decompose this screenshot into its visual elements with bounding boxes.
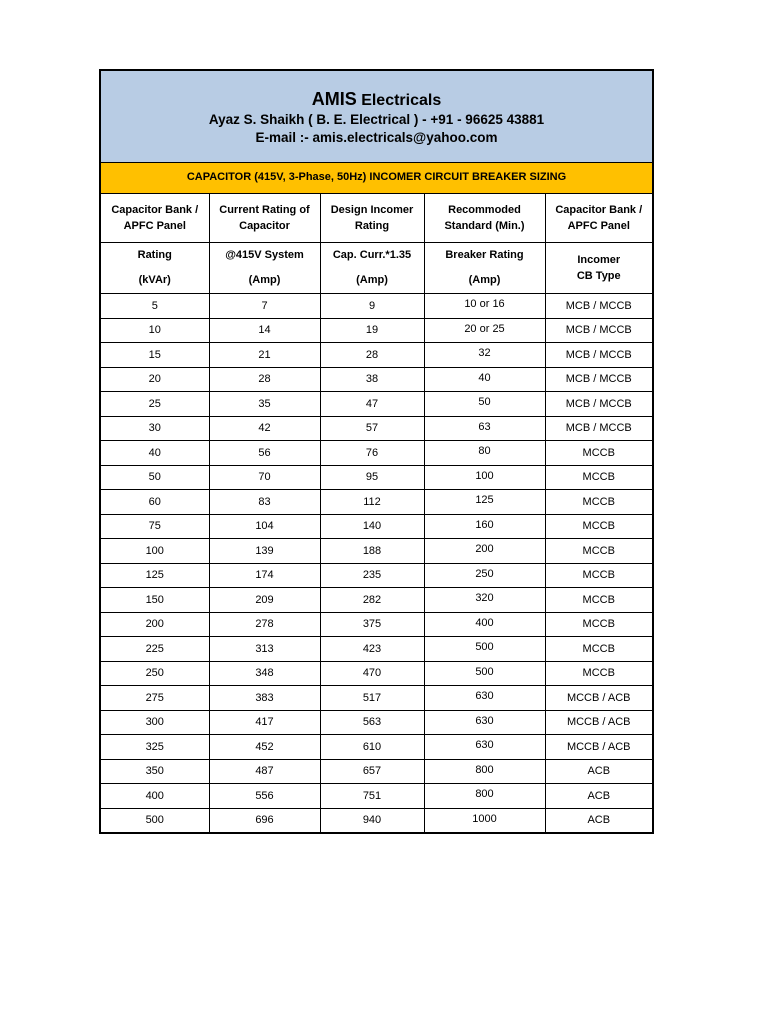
table-row xyxy=(101,612,652,637)
cell-cb-type: MCCB xyxy=(545,441,652,466)
cell-design: 610 xyxy=(320,735,424,760)
cell-kvar: 40 xyxy=(101,441,209,466)
cell-breaker: 1000 xyxy=(424,808,545,832)
cell-design: 57 xyxy=(320,416,424,441)
cell-current: 174 xyxy=(209,563,320,588)
cell-design: 38 xyxy=(320,367,424,392)
header-text: Rating xyxy=(354,220,390,232)
table-row xyxy=(101,637,652,662)
cell-breaker: 400 xyxy=(424,612,545,637)
email-line: E-mail :- amis.electricals@yahoo.com xyxy=(255,130,498,145)
table-row xyxy=(101,490,652,515)
cell-current: 313 xyxy=(209,637,320,662)
cell-breaker: 630 xyxy=(424,735,545,760)
table-title: CAPACITOR (415V, 3-Phase, 50Hz) INCOMER CIRCUIT BREAKER SIZING xyxy=(101,163,652,194)
cell-kvar: 100 xyxy=(101,539,209,564)
cell-breaker: 630 xyxy=(424,710,545,735)
column-header xyxy=(101,194,209,243)
column-header xyxy=(424,194,545,243)
cell-cb-type: MCB / MCCB xyxy=(545,392,652,417)
cell-design: 140 xyxy=(320,514,424,539)
cell-design: 940 xyxy=(320,808,424,832)
cell-cb-type: MCCB xyxy=(545,612,652,637)
table-row xyxy=(101,735,652,760)
cell-breaker: 40 xyxy=(424,367,545,392)
company-name-bold: AMIS xyxy=(311,89,357,109)
cell-breaker: 125 xyxy=(424,490,545,515)
cell-breaker: 10 or 16 xyxy=(424,294,545,319)
cell-kvar: 60 xyxy=(101,490,209,515)
cell-cb-type: MCB / MCCB xyxy=(545,318,652,343)
cell-design: 657 xyxy=(320,759,424,784)
header-text: Design Incomer xyxy=(330,204,414,216)
cell-cb-type: MCCB xyxy=(545,539,652,564)
cell-kvar: 200 xyxy=(101,612,209,637)
cell-kvar: 10 xyxy=(101,318,209,343)
table-row xyxy=(101,661,652,686)
cell-current: 42 xyxy=(209,416,320,441)
cell-kvar: 15 xyxy=(101,343,209,368)
column-subheader xyxy=(209,243,320,294)
cell-current: 452 xyxy=(209,735,320,760)
column-header xyxy=(320,194,424,243)
table-row xyxy=(101,392,652,417)
cell-kvar: 250 xyxy=(101,661,209,686)
column-subheader xyxy=(101,243,209,294)
column-subheader xyxy=(424,243,545,294)
cell-breaker: 250 xyxy=(424,563,545,588)
cell-current: 104 xyxy=(209,514,320,539)
header-text: Standard (Min.) xyxy=(444,220,525,232)
table-row xyxy=(101,808,652,832)
cell-current: 83 xyxy=(209,490,320,515)
cell-kvar: 350 xyxy=(101,759,209,784)
cell-current: 139 xyxy=(209,539,320,564)
table-row xyxy=(101,588,652,613)
header-text: APFC Panel xyxy=(567,220,630,232)
table-row xyxy=(101,416,652,441)
cell-current: 56 xyxy=(209,441,320,466)
cell-breaker: 20 or 25 xyxy=(424,318,545,343)
cell-breaker: 80 xyxy=(424,441,545,466)
column-subheader xyxy=(545,243,652,294)
cell-cb-type: MCCB xyxy=(545,514,652,539)
cell-breaker: 630 xyxy=(424,686,545,711)
cell-breaker: 500 xyxy=(424,637,545,662)
cell-cb-type: MCCB xyxy=(545,563,652,588)
cell-breaker: 63 xyxy=(424,416,545,441)
cell-cb-type: MCB / MCCB xyxy=(545,416,652,441)
header-row-1 xyxy=(101,194,652,243)
subheader-unit: (Amp) xyxy=(356,274,388,286)
cell-design: 188 xyxy=(320,539,424,564)
cell-breaker: 32 xyxy=(424,343,545,368)
cell-design: 19 xyxy=(320,318,424,343)
cell-current: 209 xyxy=(209,588,320,613)
cell-design: 47 xyxy=(320,392,424,417)
cell-kvar: 5 xyxy=(101,294,209,319)
cell-cb-type: MCCB xyxy=(545,490,652,515)
cell-current: 278 xyxy=(209,612,320,637)
cell-current: 417 xyxy=(209,710,320,735)
cell-cb-type: MCB / MCCB xyxy=(545,343,652,368)
cell-current: 14 xyxy=(209,318,320,343)
cell-kvar: 50 xyxy=(101,465,209,490)
cell-design: 517 xyxy=(320,686,424,711)
cell-cb-type: MCCB / ACB xyxy=(545,686,652,711)
cell-design: 76 xyxy=(320,441,424,466)
cell-design: 423 xyxy=(320,637,424,662)
subheader-text: Breaker Rating xyxy=(445,249,524,261)
cell-cb-type: ACB xyxy=(545,759,652,784)
cell-design: 751 xyxy=(320,784,424,809)
subheader-text: @415V System xyxy=(225,249,304,261)
header-text: APFC Panel xyxy=(123,220,186,232)
cell-breaker: 320 xyxy=(424,588,545,613)
cell-cb-type: ACB xyxy=(587,814,611,827)
cell-kvar: 20 xyxy=(101,367,209,392)
table-row xyxy=(101,465,652,490)
cell-current: 556 xyxy=(209,784,320,809)
cell-kvar: 75 xyxy=(101,514,209,539)
cell-breaker: 50 xyxy=(424,392,545,417)
table-row xyxy=(101,686,652,711)
cell-design: 470 xyxy=(320,661,424,686)
cell-kvar: 400 xyxy=(101,784,209,809)
table-row xyxy=(101,294,652,319)
cell-current: 696 xyxy=(209,808,320,832)
cell-kvar: 30 xyxy=(101,416,209,441)
cell-design: 563 xyxy=(320,710,424,735)
header-text: Recommoded xyxy=(448,204,521,216)
cell-breaker: 800 xyxy=(424,759,545,784)
cell-design: 375 xyxy=(320,612,424,637)
subheader-unit: (Amp) xyxy=(468,274,501,286)
table-row xyxy=(101,710,652,735)
sizing-sheet xyxy=(99,69,654,834)
cell-breaker: 800 xyxy=(424,784,545,809)
cell-design: 28 xyxy=(320,343,424,368)
cell-current: 7 xyxy=(209,294,320,319)
breaker-sizing-table xyxy=(101,194,652,832)
cell-design: 235 xyxy=(320,563,424,588)
header-text: Capacitor Bank / xyxy=(111,204,199,216)
cell-current: 487 xyxy=(209,759,320,784)
cell-breaker: 100 xyxy=(424,465,545,490)
cell-cb-type: MCB / MCCB xyxy=(545,367,652,392)
cell-kvar: 25 xyxy=(101,392,209,417)
header-text: Current Rating of xyxy=(219,204,310,216)
column-header xyxy=(545,194,652,243)
cell-cb-type: MCB / MCCB xyxy=(545,294,652,319)
table-row xyxy=(101,759,652,784)
header-row-2 xyxy=(101,243,652,294)
cell-cb-type: MCCB xyxy=(545,465,652,490)
cell-breaker: 160 xyxy=(424,514,545,539)
subheader-unit: CB Type xyxy=(576,270,621,282)
subheader-text: Rating xyxy=(137,249,172,261)
column-header xyxy=(209,194,320,243)
company-header xyxy=(101,71,652,163)
cell-current: 70 xyxy=(209,465,320,490)
cell-kvar: 125 xyxy=(101,563,209,588)
header-text: Capacitor Bank / xyxy=(555,204,643,216)
subheader-unit: (Amp) xyxy=(248,274,281,286)
table-row xyxy=(101,784,652,809)
cell-design: 95 xyxy=(320,465,424,490)
cell-kvar: 225 xyxy=(101,637,209,662)
company-name xyxy=(101,89,652,111)
cell-design: 282 xyxy=(320,588,424,613)
contact-line: Ayaz S. Shaikh ( B. E. Electrical ) - +91 - 96625 43881 xyxy=(208,112,545,127)
cell-cb-type: MCCB / ACB xyxy=(545,710,652,735)
company-name-rest: Electricals xyxy=(361,92,442,109)
cell-design: 112 xyxy=(320,490,424,515)
cell-cb-type: MCCB xyxy=(545,588,652,613)
table-row xyxy=(101,514,652,539)
cell-current: 28 xyxy=(209,367,320,392)
cell-design: 9 xyxy=(320,294,424,319)
table-row xyxy=(101,318,652,343)
cell-kvar: 150 xyxy=(101,588,209,613)
subheader-unit: (kVAr) xyxy=(138,274,171,286)
cell-current: 21 xyxy=(209,343,320,368)
cell-kvar: 500 xyxy=(101,808,209,832)
cell-current: 348 xyxy=(209,661,320,686)
cell-kvar: 300 xyxy=(101,710,209,735)
table-row xyxy=(101,563,652,588)
cell-cb-type: MCCB / ACB xyxy=(545,735,652,760)
table-row xyxy=(101,367,652,392)
cell-kvar: 275 xyxy=(101,686,209,711)
cell-cb-type: MCCB xyxy=(545,661,652,686)
subheader-text: Cap. Curr.*1.35 xyxy=(332,249,412,261)
cell-cb-type: ACB xyxy=(545,784,652,809)
table-row xyxy=(101,441,652,466)
cell-kvar: 325 xyxy=(101,735,209,760)
header-text: Capacitor xyxy=(239,220,290,232)
cell-breaker: 200 xyxy=(424,539,545,564)
column-subheader xyxy=(320,243,424,294)
cell-current: 35 xyxy=(209,392,320,417)
table-row xyxy=(101,539,652,564)
cell-cb-type: MCCB xyxy=(545,637,652,662)
table-row xyxy=(101,343,652,368)
cell-current: 383 xyxy=(209,686,320,711)
cell-breaker: 500 xyxy=(424,661,545,686)
subheader-text: Incomer xyxy=(577,254,621,266)
